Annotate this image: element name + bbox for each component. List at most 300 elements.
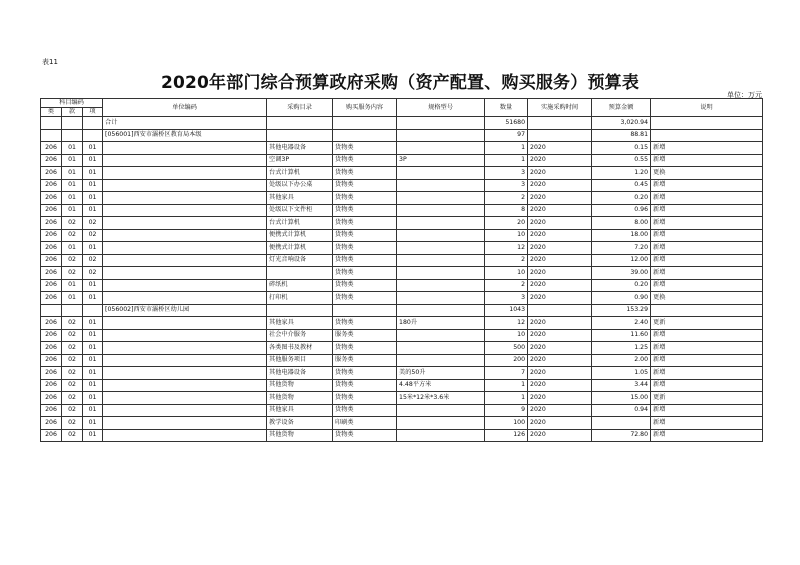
cell-kuan: 02 (62, 429, 83, 442)
cell-service: 服务类 (333, 354, 397, 367)
cell-lei (41, 304, 62, 317)
cell-amount: 0.45 (592, 179, 651, 192)
cell-amount (592, 417, 651, 430)
cell-note: 更换 (651, 167, 763, 180)
cell-unit (103, 429, 267, 442)
cell-kuan: 01 (62, 167, 83, 180)
cell-catalog: 教学设备 (267, 417, 333, 430)
cell-kuan (62, 117, 83, 130)
cell-kuan: 01 (62, 242, 83, 255)
cell-kuan (62, 129, 83, 142)
cell-qty: 500 (485, 342, 528, 355)
cell-catalog: 灯光音响设备 (267, 254, 333, 267)
table-row (41, 242, 763, 255)
cell-spec: 4.48平方米 (397, 379, 485, 392)
cell-xiang (83, 304, 103, 317)
cell-unit (103, 267, 267, 280)
cell-service: 货物类 (333, 367, 397, 380)
cell-amount: 39.00 (592, 267, 651, 280)
cell-service: 货物类 (333, 142, 397, 155)
table-row (41, 329, 763, 342)
header-spec: 规格型号 (397, 99, 485, 117)
cell-unit (103, 229, 267, 242)
cell-service (333, 304, 397, 317)
cell-amount: 2.40 (592, 317, 651, 330)
header-amount: 预算金额 (592, 99, 651, 117)
cell-kuan: 02 (62, 217, 83, 230)
cell-xiang: 01 (83, 379, 103, 392)
cell-amount: 72.80 (592, 429, 651, 442)
cell-note (651, 117, 763, 130)
header-qty: 数量 (485, 99, 528, 117)
cell-lei: 206 (41, 354, 62, 367)
header-catalog: 采购目录 (267, 99, 333, 117)
cell-catalog: 其他家具 (267, 317, 333, 330)
cell-lei: 206 (41, 392, 62, 405)
cell-service: 货物类 (333, 392, 397, 405)
cell-amount: 11.60 (592, 329, 651, 342)
cell-time: 2020 (528, 279, 592, 292)
cell-qty: 20 (485, 217, 528, 230)
cell-kuan: 02 (62, 317, 83, 330)
cell-unit (103, 179, 267, 192)
cell-amount: 1.05 (592, 367, 651, 380)
table-row (41, 354, 763, 367)
cell-time: 2020 (528, 354, 592, 367)
cell-xiang: 01 (83, 417, 103, 430)
cell-amount: 12.00 (592, 254, 651, 267)
cell-lei: 206 (41, 154, 62, 167)
cell-spec (397, 254, 485, 267)
cell-qty: 3 (485, 179, 528, 192)
cell-time: 2020 (528, 142, 592, 155)
cell-spec (397, 117, 485, 130)
cell-lei: 206 (41, 404, 62, 417)
cell-qty: 3 (485, 167, 528, 180)
cell-lei: 206 (41, 317, 62, 330)
table-row (41, 279, 763, 292)
cell-spec (397, 267, 485, 280)
cell-kuan: 01 (62, 279, 83, 292)
cell-time: 2020 (528, 217, 592, 230)
cell-time: 2020 (528, 317, 592, 330)
cell-xiang: 01 (83, 279, 103, 292)
cell-unit (103, 154, 267, 167)
table-row (41, 117, 763, 130)
table-row (41, 317, 763, 330)
cell-catalog: 便携式计算机 (267, 229, 333, 242)
cell-service: 货物类 (333, 317, 397, 330)
cell-note: 新增 (651, 404, 763, 417)
cell-qty: 100 (485, 417, 528, 430)
cell-service: 印刷类 (333, 417, 397, 430)
cell-catalog: 处级以下办公桌 (267, 179, 333, 192)
cell-lei: 206 (41, 279, 62, 292)
cell-unit (103, 254, 267, 267)
cell-catalog: 便携式计算机 (267, 242, 333, 255)
cell-amount: 1.25 (592, 342, 651, 355)
cell-time: 2020 (528, 429, 592, 442)
cell-note (651, 304, 763, 317)
cell-kuan: 02 (62, 254, 83, 267)
cell-spec (397, 304, 485, 317)
cell-lei: 206 (41, 267, 62, 280)
cell-xiang: 01 (83, 292, 103, 305)
cell-time: 2020 (528, 229, 592, 242)
cell-amount: 8.00 (592, 217, 651, 230)
cell-service: 货物类 (333, 267, 397, 280)
cell-amount: 0.15 (592, 142, 651, 155)
cell-qty: 8 (485, 204, 528, 217)
table-row (41, 204, 763, 217)
table-row (41, 154, 763, 167)
cell-amount: 18.00 (592, 229, 651, 242)
cell-catalog: 其他电器设备 (267, 367, 333, 380)
cell-amount: 3,020.94 (592, 117, 651, 130)
cell-lei: 206 (41, 367, 62, 380)
cell-lei (41, 129, 62, 142)
cell-note: 新增 (651, 254, 763, 267)
cell-time: 2020 (528, 204, 592, 217)
cell-unit (103, 279, 267, 292)
table-body (41, 117, 763, 442)
cell-service (333, 117, 397, 130)
cell-kuan: 01 (62, 192, 83, 205)
cell-note: 新增 (651, 342, 763, 355)
cell-time: 2020 (528, 392, 592, 405)
header-lei: 类 (41, 108, 62, 117)
cell-spec: 15米*12米*3.6米 (397, 392, 485, 405)
cell-amount: 15.00 (592, 392, 651, 405)
table-row (41, 292, 763, 305)
cell-note: 新增 (651, 142, 763, 155)
budget-table (40, 98, 763, 442)
cell-service: 货物类 (333, 242, 397, 255)
cell-kuan: 02 (62, 379, 83, 392)
cell-note: 新增 (651, 429, 763, 442)
cell-amount: 0.20 (592, 192, 651, 205)
cell-kuan: 02 (62, 404, 83, 417)
cell-qty: 1 (485, 142, 528, 155)
cell-catalog: 打印机 (267, 292, 333, 305)
table-row (41, 167, 763, 180)
cell-spec (397, 142, 485, 155)
cell-kuan: 01 (62, 179, 83, 192)
cell-time: 2020 (528, 192, 592, 205)
cell-unit (103, 142, 267, 155)
cell-catalog: 社会中介服务 (267, 329, 333, 342)
cell-service: 货物类 (333, 292, 397, 305)
cell-catalog: 空调3P (267, 154, 333, 167)
cell-note: 新增 (651, 279, 763, 292)
cell-qty: 2 (485, 192, 528, 205)
cell-kuan: 02 (62, 367, 83, 380)
cell-kuan: 01 (62, 142, 83, 155)
cell-lei (41, 117, 62, 130)
cell-catalog: 其他货物 (267, 379, 333, 392)
cell-catalog: 碎纸机 (267, 279, 333, 292)
cell-xiang: 01 (83, 342, 103, 355)
cell-lei: 206 (41, 167, 62, 180)
cell-kuan: 02 (62, 417, 83, 430)
cell-unit (103, 292, 267, 305)
cell-time: 2020 (528, 329, 592, 342)
cell-service: 服务类 (333, 329, 397, 342)
cell-catalog: 其他货物 (267, 392, 333, 405)
cell-service: 货物类 (333, 404, 397, 417)
cell-unit (103, 242, 267, 255)
table-row (41, 342, 763, 355)
cell-qty: 10 (485, 229, 528, 242)
cell-unit (103, 392, 267, 405)
cell-service: 货物类 (333, 379, 397, 392)
cell-lei: 206 (41, 342, 62, 355)
cell-service: 货物类 (333, 167, 397, 180)
cell-xiang: 01 (83, 242, 103, 255)
cell-xiang: 01 (83, 329, 103, 342)
cell-kuan: 02 (62, 392, 83, 405)
cell-unit (103, 317, 267, 330)
cell-time (528, 129, 592, 142)
cell-amount: 0.96 (592, 204, 651, 217)
cell-service: 货物类 (333, 217, 397, 230)
cell-kuan: 02 (62, 342, 83, 355)
cell-time (528, 304, 592, 317)
cell-xiang (83, 117, 103, 130)
cell-xiang: 01 (83, 367, 103, 380)
cell-qty: 1 (485, 379, 528, 392)
cell-kuan: 01 (62, 154, 83, 167)
cell-note: 新增 (651, 204, 763, 217)
cell-amount: 0.20 (592, 279, 651, 292)
cell-xiang: 02 (83, 217, 103, 230)
cell-time: 2020 (528, 179, 592, 192)
cell-lei: 206 (41, 379, 62, 392)
cell-spec (397, 279, 485, 292)
cell-catalog (267, 129, 333, 142)
cell-unit (103, 404, 267, 417)
cell-spec (397, 179, 485, 192)
header-row-top (41, 99, 763, 108)
cell-unit (103, 192, 267, 205)
cell-qty: 1 (485, 154, 528, 167)
header-service: 购买服务内容 (333, 99, 397, 117)
cell-time: 2020 (528, 242, 592, 255)
cell-lei: 206 (41, 329, 62, 342)
cell-lei: 206 (41, 242, 62, 255)
cell-amount: 0.94 (592, 404, 651, 417)
cell-amount: 2.00 (592, 354, 651, 367)
cell-unit (103, 342, 267, 355)
cell-xiang: 01 (83, 354, 103, 367)
cell-time: 2020 (528, 167, 592, 180)
cell-amount: 3.44 (592, 379, 651, 392)
cell-lei: 206 (41, 217, 62, 230)
cell-qty: 2 (485, 254, 528, 267)
cell-note: 更换 (651, 292, 763, 305)
cell-qty: 1 (485, 392, 528, 405)
cell-service: 货物类 (333, 154, 397, 167)
cell-xiang: 01 (83, 317, 103, 330)
cell-kuan: 01 (62, 204, 83, 217)
cell-service: 货物类 (333, 204, 397, 217)
cell-spec (397, 417, 485, 430)
cell-time: 2020 (528, 267, 592, 280)
cell-xiang: 02 (83, 254, 103, 267)
cell-qty: 1043 (485, 304, 528, 317)
cell-catalog: 其他服务项目 (267, 354, 333, 367)
cell-spec (397, 292, 485, 305)
cell-catalog: 其他货物 (267, 429, 333, 442)
cell-note: 新增 (651, 242, 763, 255)
cell-lei: 206 (41, 292, 62, 305)
cell-spec (397, 217, 485, 230)
cell-catalog: 各类图书及教材 (267, 342, 333, 355)
cell-lei: 206 (41, 229, 62, 242)
cell-spec (397, 404, 485, 417)
cell-spec (397, 192, 485, 205)
cell-amount: 153.29 (592, 304, 651, 317)
cell-catalog: 其他家具 (267, 192, 333, 205)
cell-spec (397, 167, 485, 180)
cell-kuan: 02 (62, 229, 83, 242)
cell-unit (103, 379, 267, 392)
cell-note: 新增 (651, 229, 763, 242)
cell-time (528, 117, 592, 130)
table-row (41, 229, 763, 242)
cell-service: 货物类 (333, 254, 397, 267)
cell-service (333, 129, 397, 142)
cell-xiang: 02 (83, 267, 103, 280)
table-row (41, 217, 763, 230)
header-kuan: 款 (62, 108, 83, 117)
table-row (41, 254, 763, 267)
table-row (41, 379, 763, 392)
cell-unit (103, 167, 267, 180)
header-unit-code: 单位编码 (103, 99, 267, 117)
cell-catalog: 其他电器设备 (267, 142, 333, 155)
cell-xiang: 01 (83, 429, 103, 442)
cell-time: 2020 (528, 254, 592, 267)
cell-lei: 206 (41, 142, 62, 155)
cell-spec: 3P (397, 154, 485, 167)
cell-service: 货物类 (333, 192, 397, 205)
cell-unit (103, 329, 267, 342)
cell-spec (397, 342, 485, 355)
cell-qty: 10 (485, 329, 528, 342)
cell-unit (103, 204, 267, 217)
cell-note: 新增 (651, 267, 763, 280)
table-row (41, 129, 763, 142)
cell-qty: 9 (485, 404, 528, 417)
cell-catalog (267, 267, 333, 280)
header-note: 说明 (651, 99, 763, 117)
cell-spec (397, 242, 485, 255)
cell-note: 新增 (651, 329, 763, 342)
cell-service: 货物类 (333, 179, 397, 192)
header-subject-code: 科目编码 (41, 99, 103, 108)
cell-qty: 7 (485, 367, 528, 380)
cell-lei: 206 (41, 417, 62, 430)
cell-lei: 206 (41, 179, 62, 192)
header-xiang: 项 (83, 108, 103, 117)
cell-time: 2020 (528, 404, 592, 417)
cell-qty: 51680 (485, 117, 528, 130)
cell-unit (103, 417, 267, 430)
cell-time: 2020 (528, 342, 592, 355)
cell-lei: 206 (41, 204, 62, 217)
cell-xiang: 01 (83, 179, 103, 192)
cell-note: 新增 (651, 217, 763, 230)
cell-spec: 美的50升 (397, 367, 485, 380)
cell-unit: [056001]西安市灞桥区教育局本级 (103, 129, 267, 142)
cell-unit: 合计 (103, 117, 267, 130)
header-time: 实施采购时间 (528, 99, 592, 117)
cell-time: 2020 (528, 154, 592, 167)
cell-spec: 180升 (397, 317, 485, 330)
cell-note: 新增 (651, 192, 763, 205)
cell-note: 新增 (651, 179, 763, 192)
cell-catalog: 台式计算机 (267, 167, 333, 180)
cell-xiang: 01 (83, 392, 103, 405)
cell-xiang: 01 (83, 167, 103, 180)
cell-spec (397, 429, 485, 442)
cell-note: 更新 (651, 392, 763, 405)
cell-catalog: 其他家具 (267, 404, 333, 417)
cell-amount: 7.20 (592, 242, 651, 255)
cell-xiang: 01 (83, 142, 103, 155)
cell-amount: 88.81 (592, 129, 651, 142)
cell-kuan: 02 (62, 329, 83, 342)
cell-service: 货物类 (333, 342, 397, 355)
cell-catalog: 台式计算机 (267, 217, 333, 230)
table-code: 表11 (42, 58, 58, 66)
table-row (41, 417, 763, 430)
cell-qty: 3 (485, 292, 528, 305)
cell-note: 新增 (651, 379, 763, 392)
cell-note: 新增 (651, 367, 763, 380)
table-row (41, 304, 763, 317)
cell-qty: 200 (485, 354, 528, 367)
table-row (41, 392, 763, 405)
cell-kuan (62, 304, 83, 317)
cell-unit (103, 367, 267, 380)
page-title: 2020年部门综合预算政府采购（资产配置、购买服务）预算表 (160, 73, 640, 93)
table-row (41, 179, 763, 192)
cell-xiang (83, 129, 103, 142)
table-row (41, 267, 763, 280)
cell-xiang: 01 (83, 404, 103, 417)
cell-time: 2020 (528, 367, 592, 380)
cell-xiang: 01 (83, 192, 103, 205)
cell-amount: 0.90 (592, 292, 651, 305)
cell-qty: 126 (485, 429, 528, 442)
cell-kuan: 02 (62, 354, 83, 367)
cell-qty: 2 (485, 279, 528, 292)
cell-catalog (267, 117, 333, 130)
cell-xiang: 02 (83, 229, 103, 242)
cell-amount: 0.55 (592, 154, 651, 167)
cell-kuan: 01 (62, 292, 83, 305)
cell-service: 货物类 (333, 429, 397, 442)
table-row (41, 429, 763, 442)
unit-label: 单位：万元 (727, 91, 762, 99)
cell-catalog (267, 304, 333, 317)
table-row (41, 404, 763, 417)
cell-note: 新增 (651, 154, 763, 167)
cell-qty: 12 (485, 242, 528, 255)
cell-xiang: 01 (83, 204, 103, 217)
